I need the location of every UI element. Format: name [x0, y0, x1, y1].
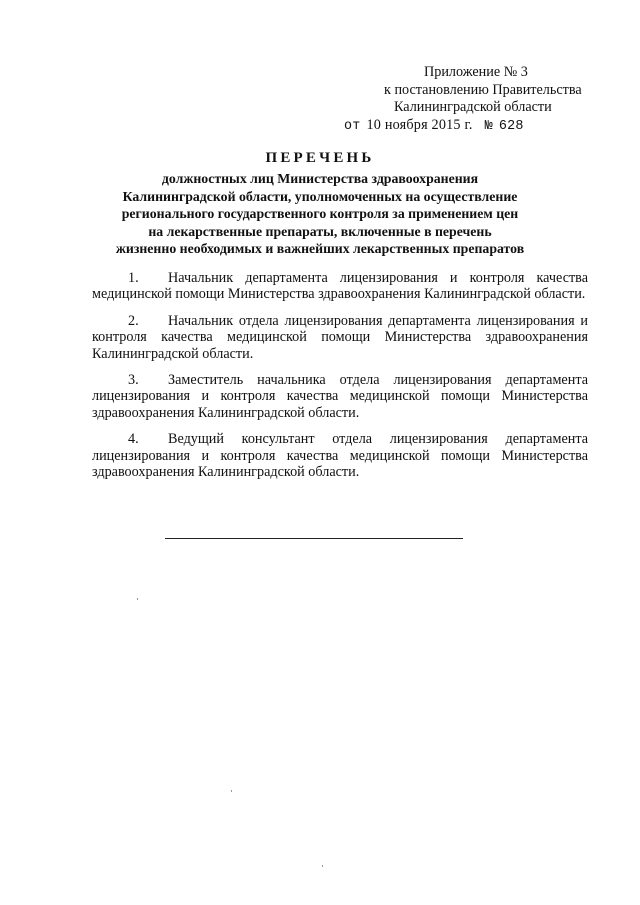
- scan-speck: [137, 598, 138, 600]
- item-text: Начальник департамента лицензирования и контроля качества медицинской помощи Министерства здравоохранения Калининградской области.: [92, 270, 588, 303]
- item-text: Заместитель начальника отдела лицензирования департамента лицензирования и контроля качества медицинской помощи Министерства здравоохранения Калининградской области.: [92, 372, 588, 421]
- appendix-resolution-ref: к постановлению Правительства: [384, 81, 582, 98]
- appendix-date-line: [344, 117, 584, 136]
- appendix-number: Приложение № 3: [424, 64, 528, 80]
- title-line-5: жизненно необходимых и важнейших лекарственных препаратов: [115, 241, 525, 257]
- title-line-4: на лекарственные препараты, включенные в перечень: [148, 223, 492, 239]
- document-title: [98, 148, 542, 258]
- officials-list: [92, 270, 588, 490]
- scan-speck: [231, 790, 232, 792]
- item-number: 1.: [128, 270, 139, 286]
- item-text: Начальник отдела лицензирования департамента лицензирования и контроля качества медицинской помощи Министерства здравоохранения Калининградской области.: [92, 312, 588, 362]
- end-rule: [165, 538, 463, 539]
- appendix-region: Калининградской области: [394, 99, 552, 116]
- scan-speck: [322, 865, 323, 867]
- appendix-header: [344, 64, 584, 135]
- item-number: 3.: [128, 372, 139, 389]
- title-line-2: Калининградской области, уполномоченных на осуществление: [122, 188, 518, 204]
- item-number: 2.: [128, 312, 139, 329]
- item-number: 4.: [128, 431, 139, 448]
- list-item: [92, 270, 588, 303]
- item-text: Ведущий консультант отдела лицензирования департамента лицензирования и контроля качества медицинской помощи Министерства здравоохранения Калининградской области.: [92, 431, 588, 481]
- list-item: [92, 313, 588, 362]
- list-item: [92, 431, 588, 480]
- list-item: [92, 372, 588, 421]
- resolution-number: 628: [498, 118, 524, 134]
- date-prefix: от: [344, 118, 361, 134]
- title-line-1: должностных лиц Министерства здравоохранения: [161, 171, 479, 186]
- resolution-date: 10 ноября 2015 г.: [366, 116, 473, 133]
- title-main: ПЕРЕЧЕНЬ: [265, 150, 375, 166]
- number-label: №: [484, 118, 493, 134]
- title-line-3: регионального государственного контроля за применением цен: [121, 206, 519, 222]
